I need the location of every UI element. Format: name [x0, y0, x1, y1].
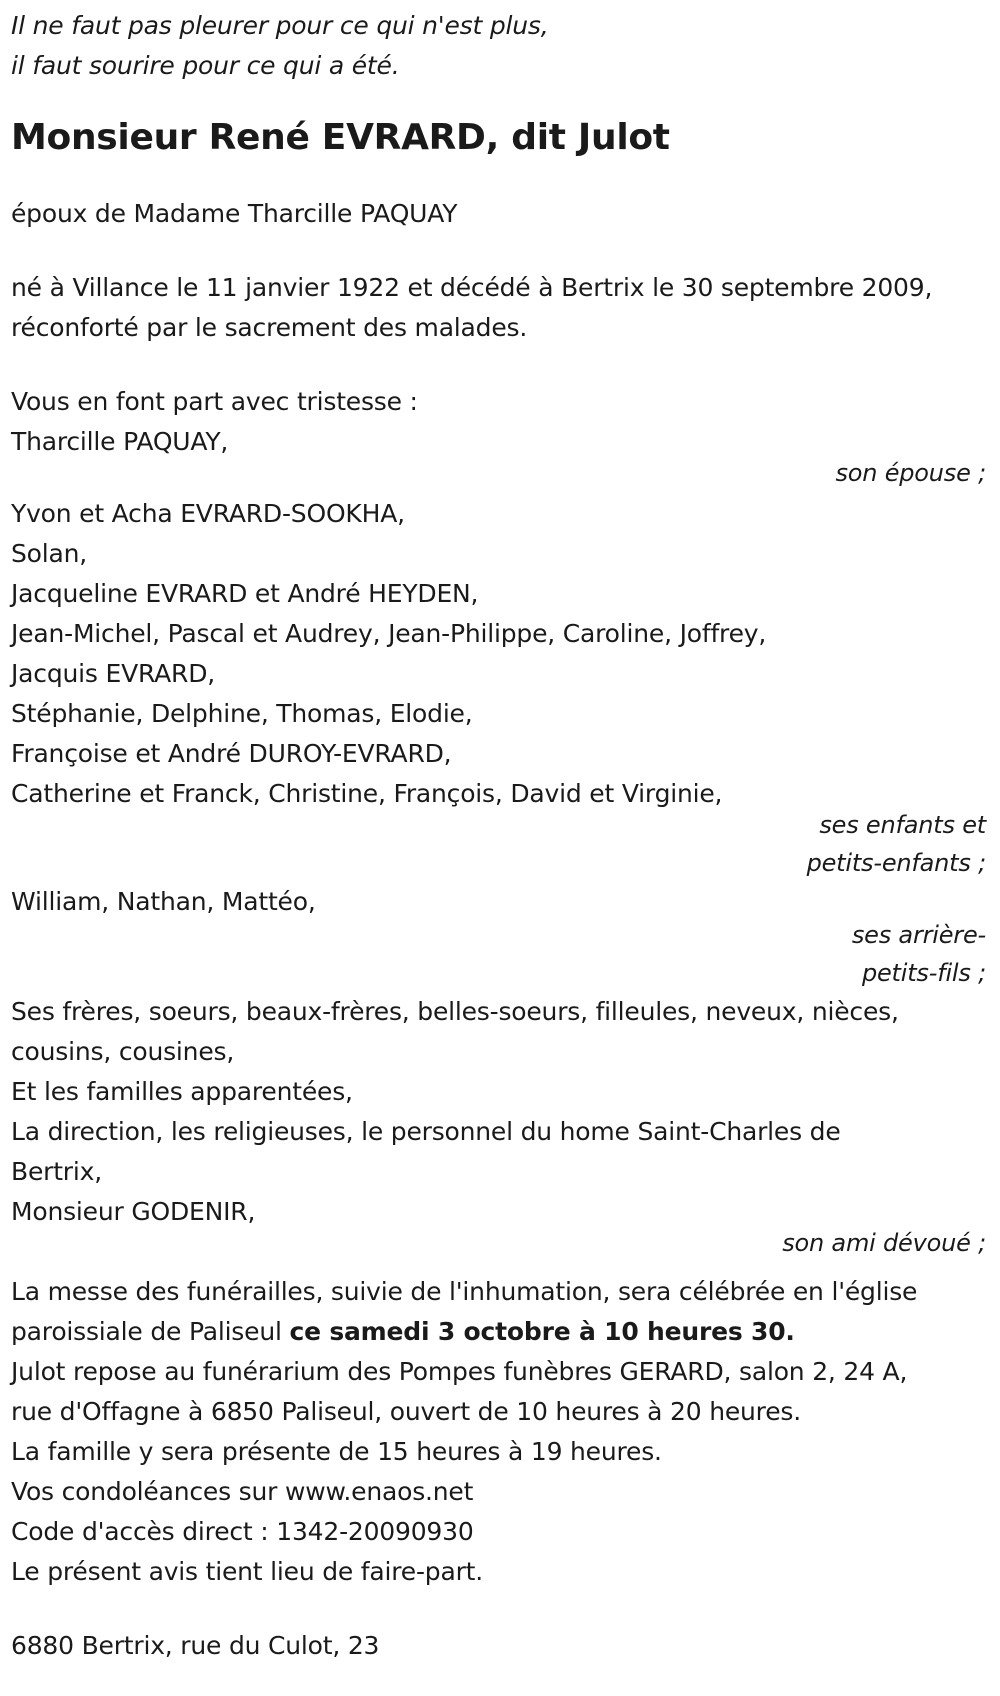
notice-line: Le présent avis tient lieu de faire-part. [11, 1557, 484, 1586]
announce-line: Vous en font part avec tristesse : [11, 387, 418, 416]
funeral-line-2 [11, 1312, 986, 1352]
funeral-line-4: rue d'Offagne à 6850 Paliseul, ouvert de 10 heures à 20 heures. [11, 1397, 801, 1426]
family-name-line: Ses frères, soeurs, beaux-frères, belles-soeurs, filleules, neveux, nièces, [11, 997, 899, 1026]
funeral-date-time: ce samedi 3 octobre à 10 heures 30. [289, 1317, 795, 1346]
birth-death-line-2: réconforté par le sacrement des malades. [11, 313, 528, 342]
family-name-line: Françoise et André DUROY-EVRARD, [11, 739, 452, 768]
relation-label: ses enfants et [819, 811, 986, 839]
quote-line-1: Il ne faut pas pleurer pour ce qui n'est plus, [11, 11, 549, 40]
family-name-line: cousins, cousines, [11, 1037, 235, 1066]
family-name-line: Jean-Michel, Pascal et Audrey, Jean-Philippe, Caroline, Joffrey, [11, 619, 767, 648]
family-name-line: Tharcille PAQUAY, [11, 427, 229, 456]
address-line: 6880 Bertrix, rue du Culot, 23 [11, 1631, 380, 1660]
family-name-line: Stéphanie, Delphine, Thomas, Elodie, [11, 699, 473, 728]
family-name-line: Et les familles apparentées, [11, 1077, 353, 1106]
funeral-line-3: Julot repose au funérarium des Pompes funèbres GERARD, salon 2, 24 A, [11, 1357, 908, 1386]
quote-line-2: il faut sourire pour ce qui a été. [11, 51, 400, 80]
funeral-line-1: La messe des funérailles, suivie de l'inhumation, sera célébrée en l'église [11, 1277, 918, 1306]
funeral-line-2-prefix: paroissiale de Paliseul [11, 1317, 290, 1346]
relation-label: son ami dévoué ; [782, 1229, 986, 1257]
relation-label: petits-enfants ; [806, 849, 986, 877]
relation-label: son épouse ; [835, 459, 986, 487]
deceased-title: Monsieur René EVRARD, dit Julot [11, 117, 670, 158]
birth-death-line-1: né à Villance le 11 janvier 1922 et décédé à Bertrix le 30 septembre 2009, [11, 273, 933, 302]
obituary-notice [11, 0, 986, 1666]
relation-label: ses arrière- [851, 921, 986, 949]
family-name-line: Catherine et Franck, Christine, François, David et Virginie, [11, 779, 723, 808]
relation-label: petits-fils ; [861, 959, 986, 987]
family-name-line: Jacquis EVRARD, [11, 659, 215, 688]
family-name-line: Bertrix, [11, 1157, 102, 1186]
family-name-line: Solan, [11, 539, 88, 568]
funeral-line-5: La famille y sera présente de 15 heures à 19 heures. [11, 1437, 662, 1466]
family-name-line: Yvon et Acha EVRARD-SOOKHA, [11, 499, 405, 528]
condolences-line: Vos condoléances sur www.enaos.net [11, 1477, 474, 1506]
family-name-line: Monsieur GODENIR, [11, 1197, 256, 1226]
access-code-line: Code d'accès direct : 1342-20090930 [11, 1517, 474, 1546]
spouse-line: époux de Madame Tharcille PAQUAY [11, 199, 458, 228]
family-name-line: William, Nathan, Mattéo, [11, 887, 316, 916]
family-name-line: La direction, les religieuses, le personnel du home Saint-Charles de [11, 1117, 841, 1146]
family-name-line: Jacqueline EVRARD et André HEYDEN, [11, 579, 479, 608]
